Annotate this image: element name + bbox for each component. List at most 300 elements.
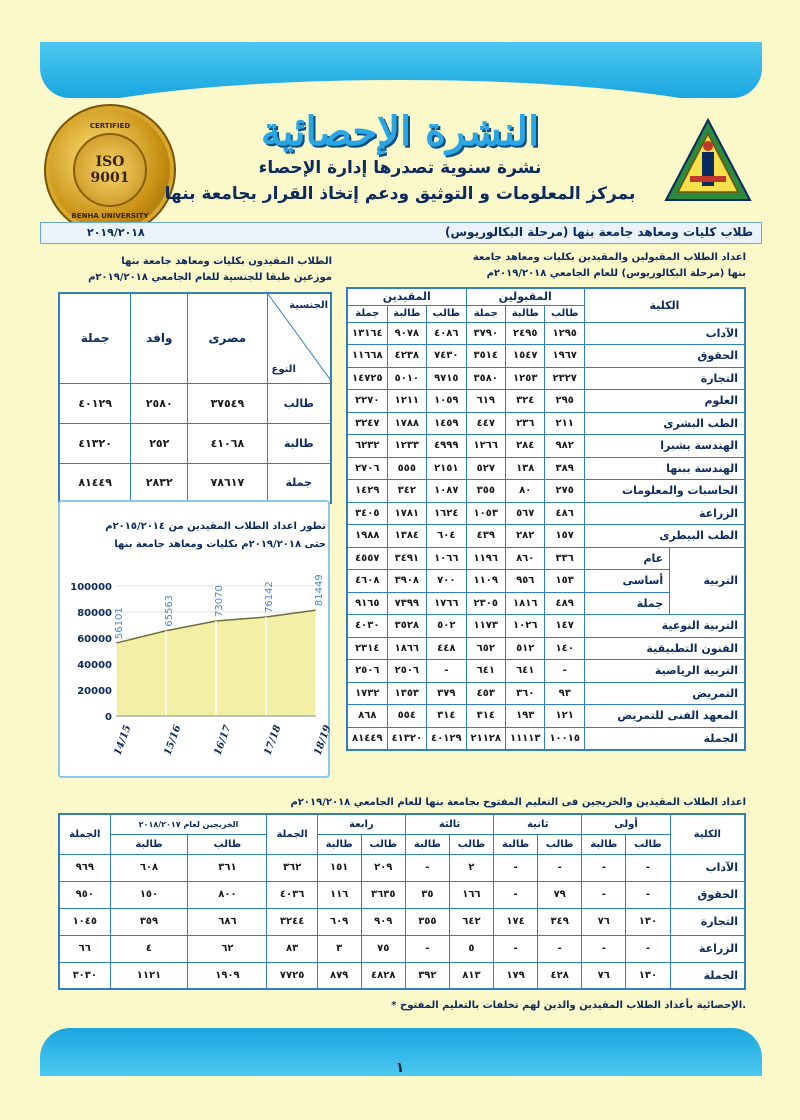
table-row: [59, 962, 745, 989]
cell-accepted: ١٠٢٦: [506, 615, 545, 638]
cell-total: ٨١٤٤٩: [59, 463, 131, 503]
cell-accepted: ٤٨٦: [545, 502, 584, 525]
table-cell: ٥: [449, 935, 493, 962]
table-cell: ٨٠٠: [188, 881, 267, 908]
table-row: [59, 383, 331, 423]
cell-foreign: ٢٥٢: [131, 423, 188, 463]
table-cell: ٣٤٩: [537, 908, 581, 935]
corner-nationality: الجنسية: [289, 300, 328, 311]
cell-enrolled: ٧٣٩٩: [387, 592, 426, 615]
main-table-caption-2: بنها (مرحلة البكالوريوس) للعام الجامعي ٢٠١٩/٢٠١٨م: [486, 268, 746, 279]
row-label: الجملة: [670, 962, 745, 989]
cell-enrolled: ٩١٦٥: [347, 592, 387, 615]
table-cell: ٣٢٤٤: [267, 908, 317, 935]
corner-header: [267, 293, 331, 383]
cell-enrolled: ٥٠٢: [427, 615, 466, 638]
table-row: [59, 935, 745, 962]
footnote-star: *: [391, 1000, 397, 1011]
table-cell: ٢٠٩: [361, 854, 405, 881]
table-cell: ٢: [449, 854, 493, 881]
table-cell: ١٣٠: [626, 908, 670, 935]
table-row: [59, 908, 745, 935]
cell-enrolled: ١٤٧٢٥: [347, 367, 387, 390]
nat-table-caption-1: الطلاب المقيدون بكليات ومعاهد جامعة بنها: [121, 256, 332, 267]
cell-enrolled: ١٤٢٩: [347, 480, 387, 503]
cell-enrolled: ٨٦٨: [347, 705, 387, 728]
col-egyptian: مصرى: [188, 293, 267, 383]
cell-accepted: ١٩٦٧: [545, 345, 584, 368]
table-cell: -: [494, 854, 538, 881]
cell-accepted: ١٢٥٣: [506, 367, 545, 390]
table-row: [347, 615, 745, 638]
cell-egyptian: ٣٧٥٤٩: [188, 383, 267, 423]
sub-total: جملة: [347, 305, 387, 322]
table-row: [347, 705, 745, 728]
cell-accepted: ٢٣٠٥: [466, 592, 505, 615]
col-grand-total: الجملة: [59, 814, 110, 854]
cell-egyptian: ٤١٠٦٨: [188, 423, 267, 463]
sub-female: طالبة: [506, 305, 545, 322]
data-label: 56101: [114, 607, 125, 640]
footnote: [200, 1000, 746, 1011]
cell-accepted: ٩٣: [545, 682, 584, 705]
table-cell: ٣٠٣٠: [59, 962, 110, 989]
table-cell: ١١٦: [317, 881, 361, 908]
cell-accepted: ٢٧٥: [545, 480, 584, 503]
cell-enrolled: ٣١٤: [427, 705, 466, 728]
cell-accepted: ٣١٤: [466, 705, 505, 728]
cell-enrolled: ٣٤٠٥: [347, 502, 387, 525]
col-fourth: رابعة: [317, 814, 405, 834]
col-total: الجملة: [267, 814, 317, 854]
x-tick-label: 16/17: [212, 723, 234, 758]
cell-enrolled: ١٣١٦٤: [347, 322, 387, 345]
cell-enrolled: ١٨٦٦: [387, 637, 426, 660]
cell-accepted: ٤٨٩: [545, 592, 584, 615]
cell-enrolled: ١٢٣٣: [387, 435, 426, 458]
table-cell: ٧٧٢٥: [267, 962, 317, 989]
open-table-caption: اعداد الطلاب المقيدين والخريجين فى التعليم المفتوح بجامعة بنها للعام الجامعي ٢٠١٩/٢٠١٨م: [290, 797, 746, 808]
iso-top-text: CERTIFIED: [89, 122, 131, 130]
table-cell: -: [494, 935, 538, 962]
table-cell: -: [582, 935, 626, 962]
data-label: 65563: [164, 594, 175, 627]
cell-accepted: ٣٥٨٠: [466, 367, 505, 390]
cell-accepted: -: [545, 660, 584, 683]
y-tick-label: 100000: [70, 582, 112, 593]
cell-accepted: ٢٨٢: [506, 525, 545, 548]
main-table-caption-1: اعداد الطلاب المقبولين والمقيدين بكليات ومعاهد جامعة: [472, 252, 746, 263]
cell-accepted: ٢٩٥: [545, 390, 584, 413]
cell-enrolled: ٥٥٤: [387, 705, 426, 728]
cell-accepted: ١٥٧: [545, 525, 584, 548]
open-education-table: [58, 813, 746, 990]
table-row: [347, 457, 745, 480]
cell-enrolled: ٦٢٣٢: [347, 435, 387, 458]
row-label: الهندسة بشبرا: [584, 435, 745, 458]
table-cell: ٤٢٨: [537, 962, 581, 989]
cell-foreign: ٢٨٣٢: [131, 463, 188, 503]
cell-enrolled: ٤٠١٢٩: [427, 727, 466, 750]
cell-total: ٤٠١٢٩: [59, 383, 131, 423]
table-row: [347, 480, 745, 503]
table-cell: ٩٠٩: [361, 908, 405, 935]
cell-accepted: ٦٤١: [466, 660, 505, 683]
cell-enrolled: ٤٥٥٧: [347, 547, 387, 570]
cell-total: ٤١٣٢٠: [59, 423, 131, 463]
enrollment-table: [346, 287, 746, 751]
cell-enrolled: ٥٥٥: [387, 457, 426, 480]
data-label: 81449: [314, 574, 325, 607]
row-label: الطب البيطرى: [584, 525, 745, 548]
iso-label: ISO: [95, 154, 125, 170]
row-label: الحقوق: [670, 881, 745, 908]
cell-enrolled: ٣٥٢٨: [387, 615, 426, 638]
cell-accepted: ٣٥١٤: [466, 345, 505, 368]
cell-enrolled: ٥٠١٠: [387, 367, 426, 390]
col-total: جملة: [59, 293, 131, 383]
table-cell: -: [405, 854, 449, 881]
table-cell: ٣٦١: [188, 854, 267, 881]
table-row: [347, 390, 745, 413]
cell-enrolled: ٤٦٠٨: [347, 570, 387, 593]
cell-accepted: ٣٢٤: [506, 390, 545, 413]
cell-accepted: ٥١٢: [506, 637, 545, 660]
y-tick-label: 60000: [77, 634, 112, 645]
cell-enrolled: ٣٤٩١: [387, 547, 426, 570]
section-header-bar: [40, 222, 762, 244]
row-label: التربية الرياضية: [584, 660, 745, 683]
x-tick-label: 17/18: [262, 723, 284, 758]
table-cell: ٨٧٩: [317, 962, 361, 989]
subtitle-1: نشرة سنوية تصدرها إدارة الإحصاء: [258, 158, 542, 178]
sub-male: طالب: [427, 305, 466, 322]
table-cell: ٤٠٣٦: [267, 881, 317, 908]
table-row: [347, 322, 745, 345]
table-row: [347, 367, 745, 390]
table-cell: ٦٦: [59, 935, 110, 962]
table-cell: ٧٥: [361, 935, 405, 962]
cell-accepted: ٣٥٥: [466, 480, 505, 503]
cell-enrolled: ٩٧١٥: [427, 367, 466, 390]
row-label: المعهد الفنى للتمريض: [584, 705, 745, 728]
table-row: [59, 423, 331, 463]
cell-accepted: ١٥٣: [545, 570, 584, 593]
table-cell: ١٧٩: [494, 962, 538, 989]
cell-accepted: ٣٦٠: [506, 682, 545, 705]
cell-enrolled: ٩٠٧٨: [387, 322, 426, 345]
cell-foreign: ٢٥٨٠: [131, 383, 188, 423]
table-row: [347, 435, 745, 458]
row-label: الآداب: [584, 322, 745, 345]
table-cell: -: [626, 935, 670, 962]
cell-accepted: ١٢٦٦: [466, 435, 505, 458]
cell-enrolled: ١٧٣٢: [347, 682, 387, 705]
cell-enrolled: ١٧٦٦: [427, 592, 466, 615]
table-row: [59, 463, 331, 503]
table-cell: ١٧٤: [494, 908, 538, 935]
sub-male: طالب: [449, 834, 493, 854]
table-cell: ٧٦: [582, 908, 626, 935]
cell-enrolled: ٧٤٣٠: [427, 345, 466, 368]
x-tick-label: 18/19: [312, 723, 334, 758]
cell-egyptian: ٧٨٦١٧: [188, 463, 267, 503]
iso-bottom-text: BENHA UNIVERSITY: [71, 212, 149, 220]
row-sublabel: جملة: [584, 592, 669, 615]
cell-accepted: ٤٣٩: [466, 525, 505, 548]
table-cell: ١٥١: [317, 854, 361, 881]
y-tick-label: 20000: [77, 686, 112, 697]
cell-enrolled: ٢٣١٤: [347, 637, 387, 660]
sub-female: طالبة: [494, 834, 538, 854]
cell-enrolled: ١٣٥٣: [387, 682, 426, 705]
col-college: الكلية: [670, 814, 745, 854]
table-cell: -: [582, 881, 626, 908]
table-cell: ٣٦٢: [267, 854, 317, 881]
cell-enrolled: ١٦٢٤: [427, 502, 466, 525]
table-cell: ٩٥٠: [59, 881, 110, 908]
cell-accepted: ٩٨٢: [545, 435, 584, 458]
row-label: الحقوق: [584, 345, 745, 368]
cell-accepted: ٨٦٠: [506, 547, 545, 570]
col-foreign: وافد: [131, 293, 188, 383]
cell-accepted: ١١١١٣: [506, 727, 545, 750]
table-row: [347, 502, 745, 525]
header-enrolled: المقيدين: [347, 288, 466, 305]
y-tick-label: 80000: [77, 608, 112, 619]
cell-accepted: ١٠٥٣: [466, 502, 505, 525]
header-college: الكلية: [584, 288, 745, 322]
cell-accepted: ٢٣٦: [506, 412, 545, 435]
row-label: التمريض: [584, 682, 745, 705]
cell-accepted: ٣٧٩٠: [466, 322, 505, 345]
table-row: [59, 881, 745, 908]
cell-enrolled: ٢٢٧٠: [347, 390, 387, 413]
footnote-text: الإحصائية بأعداد الطلاب المقيدين والذين لهم تخلفات بالتعليم المفتوح.: [399, 1000, 746, 1011]
cell-enrolled: ٣٩٠٨: [387, 570, 426, 593]
table-cell: ٨١٣: [449, 962, 493, 989]
row-label: التجارة: [584, 367, 745, 390]
table-cell: ٩٦٩: [59, 854, 110, 881]
cell-accepted: ٦٤١: [506, 660, 545, 683]
table-cell: ١٠٤٥: [59, 908, 110, 935]
row-label: الجملة: [584, 727, 745, 750]
sub-male: طالب: [361, 834, 405, 854]
cell-enrolled: ٧٠٠: [427, 570, 466, 593]
cell-accepted: ١٤٠: [545, 637, 584, 660]
table-cell: ٦٤٢: [449, 908, 493, 935]
table-row: [59, 854, 745, 881]
row-group-label: التربية: [670, 547, 745, 615]
cell-accepted: ١٤٧: [545, 615, 584, 638]
cell-accepted: ٢١١: [545, 412, 584, 435]
table-cell: ١٥٠: [110, 881, 188, 908]
cell-enrolled: ٢٥٠٦: [347, 660, 387, 683]
row-label: الزراعة: [670, 935, 745, 962]
cell-enrolled: ٣٤٢: [387, 480, 426, 503]
subtitle-2: بمركز المعلومات و التوثيق ودعم إتخاذ القرار بجامعة بنها: [164, 184, 636, 204]
row-label: الهندسة ببنها: [584, 457, 745, 480]
cell-enrolled: ٤٤٨: [427, 637, 466, 660]
cell-accepted: ١١٠٩: [466, 570, 505, 593]
y-tick-label: 0: [105, 712, 112, 723]
cell-enrolled: ٢٥٠٦: [387, 660, 426, 683]
cell-enrolled: ١٠٥٩: [427, 390, 466, 413]
table-cell: ٧٩: [537, 881, 581, 908]
table-cell: ٨٣: [267, 935, 317, 962]
cell-enrolled: ٢٧٠٦: [347, 457, 387, 480]
row-label: العلوم: [584, 390, 745, 413]
cell-accepted: ٣٣٦: [545, 547, 584, 570]
cell-accepted: ٢٤٩٥: [506, 322, 545, 345]
cell-accepted: ٦١٩: [466, 390, 505, 413]
cell-accepted: ١٥٤٧: [506, 345, 545, 368]
table-cell: -: [582, 854, 626, 881]
cell-accepted: ١٣٨: [506, 457, 545, 480]
table-cell: -: [405, 935, 449, 962]
cell-enrolled: ٤٠٣٠: [347, 615, 387, 638]
row-label: الفنون التطبيقية: [584, 637, 745, 660]
row-sublabel: عام: [584, 547, 669, 570]
cell-accepted: ١٢١: [545, 705, 584, 728]
cell-enrolled: ٣٢٤٧: [347, 412, 387, 435]
cell-enrolled: ١٤٥٩: [427, 412, 466, 435]
col-first: أولى: [582, 814, 670, 834]
cell-enrolled: ١٢١١: [387, 390, 426, 413]
table-cell: ٦٠٩: [317, 908, 361, 935]
cell-accepted: ١٩٣: [506, 705, 545, 728]
data-label: 73070: [214, 585, 225, 618]
sub-female: طالبة: [110, 834, 188, 854]
chart-title-line-2: حتى ٢٠١٩/٢٠١٨م بكليات ومعاهد جامعة بنها: [114, 539, 326, 550]
cell-enrolled: ١٩٨٨: [347, 525, 387, 548]
table-cell: ٤٨٢٨: [361, 962, 405, 989]
table-cell: ١٣٠: [626, 962, 670, 989]
table-cell: -: [537, 854, 581, 881]
sub-female: طالبة: [582, 834, 626, 854]
cell-enrolled: ٤٢٣٨: [387, 345, 426, 368]
x-tick-label: 14/15: [112, 723, 134, 758]
table-row: [347, 525, 745, 548]
cell-enrolled: ١١٦٦٨: [347, 345, 387, 368]
cell-accepted: ١٢٩٥: [545, 322, 584, 345]
cell-enrolled: ١٣٨٤: [387, 525, 426, 548]
table-cell: ١٦٦: [449, 881, 493, 908]
sub-total: جملة: [466, 305, 505, 322]
cell-accepted: ١١٩٦: [466, 547, 505, 570]
page-title: النشرة الإحصائية: [260, 108, 540, 155]
cell-accepted: ٢٨٤: [506, 435, 545, 458]
cell-accepted: ٥٢٧: [466, 457, 505, 480]
header-accepted: المقبولين: [466, 288, 584, 305]
cell-accepted: ٢٣٢٧: [545, 367, 584, 390]
table-cell: ٦٨٦: [188, 908, 267, 935]
cell-accepted: ٩٥٦: [506, 570, 545, 593]
cell-enrolled: ٤٠٨٦: [427, 322, 466, 345]
sub-male: طالب: [188, 834, 267, 854]
data-label: 76142: [264, 581, 275, 614]
cell-accepted: ٤٥٣: [466, 682, 505, 705]
table-cell: -: [494, 881, 538, 908]
table-cell: ٣٥٥: [405, 908, 449, 935]
cell-accepted: ٦٥٢: [466, 637, 505, 660]
cell-accepted: ١٨١٦: [506, 592, 545, 615]
table-cell: ١٩٠٩: [188, 962, 267, 989]
table-cell: ٣٦٣٥: [361, 881, 405, 908]
y-tick-label: 40000: [77, 660, 112, 671]
section-year: ٢٠١٩/٢٠١٨: [87, 226, 145, 239]
cell-enrolled: ٤٩٩٩: [427, 435, 466, 458]
cell-enrolled: ١٠٨٧: [427, 480, 466, 503]
table-cell: ٦٠٨: [110, 854, 188, 881]
col-third: ثالثة: [405, 814, 493, 834]
table-cell: -: [626, 881, 670, 908]
table-cell: ٤: [110, 935, 188, 962]
cell-enrolled: ١٧٨١: [387, 502, 426, 525]
table-cell: ٦٢: [188, 935, 267, 962]
row-label: التجارة: [670, 908, 745, 935]
cell-enrolled: ١٧٨٨: [387, 412, 426, 435]
table-row: [347, 412, 745, 435]
table-row: [347, 682, 745, 705]
x-tick-label: 15/16: [162, 723, 184, 758]
table-cell: ٣٩٢: [405, 962, 449, 989]
page-number: ١: [395, 1060, 405, 1076]
table-row: [347, 637, 745, 660]
col-graduates: الخريجين لعام ٢٠١٨/٢٠١٧: [110, 814, 267, 834]
nat-table-caption-2: موزعين طبقا للجنسية للعام الجامعي ٢٠١٩/٢٠١٨م: [88, 272, 332, 283]
table-cell: ١١٢١: [110, 962, 188, 989]
section-title: طلاب كليات ومعاهد جامعة بنها (مرحلة البكالوريوس): [445, 225, 753, 239]
row-label: الطب البشرى: [584, 412, 745, 435]
sub-female: طالبة: [317, 834, 361, 854]
table-cell: ٣٥٩: [110, 908, 188, 935]
enrollment-trend-chart: [60, 570, 334, 776]
cell-enrolled: ٦٠٤: [427, 525, 466, 548]
row-label: الحاسبات والمعلومات: [584, 480, 745, 503]
iso-number: 9001: [90, 170, 130, 186]
row-label: الزراعة: [584, 502, 745, 525]
cell-accepted: ٨٠: [506, 480, 545, 503]
table-row: [347, 727, 745, 750]
nationality-table: [58, 292, 332, 504]
table-row: [347, 547, 745, 570]
table-cell: -: [537, 935, 581, 962]
corner-gender: النوع: [271, 363, 296, 375]
row-sublabel: أساسى: [584, 570, 669, 593]
table-cell: ٣: [317, 935, 361, 962]
sub-female: طالبة: [387, 305, 426, 322]
sub-female: طالبة: [405, 834, 449, 854]
cell-accepted: ٣٨٩: [545, 457, 584, 480]
sub-male: طالب: [626, 834, 670, 854]
row-label: الآداب: [670, 854, 745, 881]
cell-enrolled: ٣٧٩: [427, 682, 466, 705]
cell-accepted: ٤٤٧: [466, 412, 505, 435]
row-label: طالبة: [267, 423, 331, 463]
cell-accepted: ٢١١٢٨: [466, 727, 505, 750]
cell-enrolled: ٤١٣٢٠: [387, 727, 426, 750]
cell-accepted: ٥٦٧: [506, 502, 545, 525]
cell-enrolled: -: [427, 660, 466, 683]
table-row: [347, 345, 745, 368]
cell-accepted: ١٠٠١٥: [545, 727, 584, 750]
chart-title: [64, 518, 326, 554]
row-label: طالب: [267, 383, 331, 423]
row-label: التربية النوعية: [584, 615, 745, 638]
sub-male: طالب: [537, 834, 581, 854]
cell-enrolled: ٨١٤٤٩: [347, 727, 387, 750]
